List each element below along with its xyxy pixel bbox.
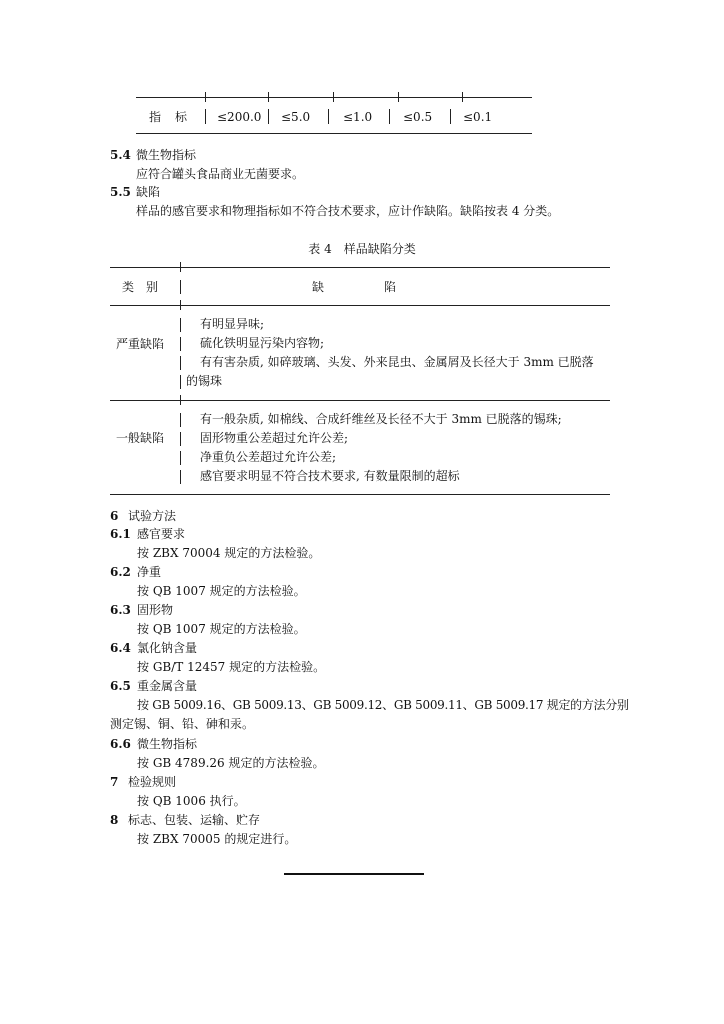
section-heading: 净重 <box>137 565 162 579</box>
defect-item-continuation: 的锡珠 <box>186 374 223 388</box>
section-body: 按 GB/T 12457 规定的方法检验。 <box>137 660 326 674</box>
section-number: 6.2 <box>110 565 131 579</box>
section-heading: 检验规则 <box>128 775 177 789</box>
table-header-rule <box>110 305 610 306</box>
section-heading: 氯化钠含量 <box>137 641 198 655</box>
cell-divider <box>328 109 329 124</box>
column-tick <box>180 300 181 310</box>
section-heading: 感官要求 <box>137 527 186 541</box>
section-number: 6 <box>110 509 119 523</box>
table-top-rule <box>110 267 610 268</box>
section-heading: 试验方法 <box>128 509 177 523</box>
section-body: 按 ZBX 70004 规定的方法检验。 <box>137 546 321 560</box>
section-body: 应符合罐头食品商业无菌要求。 <box>136 167 305 181</box>
cell-divider <box>180 356 181 370</box>
section-body: 样品的感官要求和物理指标如不符合技术要求，应计作缺陷。缺陷按表 4 分类。 <box>136 204 560 218</box>
section-number: 6.3 <box>110 603 131 617</box>
column-tick <box>398 92 399 102</box>
defect-item: 固形物重公差超过允许公差; <box>200 431 349 445</box>
section-number: 6.1 <box>110 527 131 541</box>
section-body: 按 QB 1007 规定的方法检验。 <box>137 584 306 598</box>
top-table-cell: ≤0.5 <box>403 110 433 124</box>
section-number: 6.6 <box>110 737 131 751</box>
section-body: 按 QB 1006 执行。 <box>137 794 246 808</box>
end-of-document-rule <box>284 873 424 875</box>
section-body: 按 ZBX 70005 的规定进行。 <box>137 832 297 846</box>
top-table-top-rule <box>136 97 532 98</box>
top-table-cell: ≤0.1 <box>463 110 493 124</box>
section-heading: 缺陷 <box>136 185 161 199</box>
section-heading: 重金属含量 <box>137 679 198 693</box>
defect-item: 有一般杂质, 如棉线、合成纤维丝及长径不大于 3mm 已脱落的锡珠; <box>200 412 562 426</box>
section-body: 按 GB 4789.26 规定的方法检验。 <box>137 756 325 770</box>
section-number: 5.5 <box>110 185 131 199</box>
column-tick <box>268 92 269 102</box>
section-heading: 微生物指标 <box>136 148 197 162</box>
section-number: 8 <box>110 813 119 827</box>
defect-item: 感官要求明显不符合技术要求, 有数量限制的超标 <box>200 469 460 483</box>
cell-divider <box>389 109 390 124</box>
section-number: 7 <box>110 775 119 789</box>
defect-item: 有明显异味; <box>200 317 265 331</box>
cell-divider <box>180 337 181 351</box>
defect-category: 一般缺陷 <box>116 431 165 445</box>
column-tick <box>180 395 181 405</box>
column-tick <box>205 92 206 102</box>
table-row-rule <box>110 400 610 401</box>
top-table-label: 指 标 <box>149 110 189 124</box>
defect-category: 严重缺陷 <box>116 337 165 351</box>
cell-divider <box>205 109 206 124</box>
table-caption: 表 4 样品缺陷分类 <box>308 242 416 256</box>
cell-divider <box>180 318 181 332</box>
section-number: 6.5 <box>110 679 131 693</box>
top-table-cell: ≤200.0 <box>217 110 262 124</box>
cell-divider <box>450 109 451 124</box>
section-heading: 微生物指标 <box>137 737 198 751</box>
cell-divider <box>268 109 269 124</box>
table-bottom-rule <box>110 494 610 495</box>
section-body: 按 GB 5009.16、GB 5009.13、GB 5009.12、GB 5009.11、GB 5009.17 规定的方法分别 <box>137 698 629 712</box>
top-table-bottom-rule <box>136 133 532 134</box>
cell-divider <box>180 432 181 446</box>
cell-divider <box>180 451 181 465</box>
column-tick <box>462 92 463 102</box>
table-header-defect: 缺 陷 <box>312 280 397 294</box>
cell-divider <box>180 375 181 389</box>
section-number: 6.4 <box>110 641 131 655</box>
defect-item: 净重负公差超过允许公差; <box>200 450 337 464</box>
column-tick <box>333 92 334 102</box>
cell-divider <box>180 470 181 484</box>
section-number: 5.4 <box>110 148 131 162</box>
top-table-cell: ≤1.0 <box>343 110 373 124</box>
top-table-cell: ≤5.0 <box>281 110 311 124</box>
cell-divider <box>180 413 181 427</box>
table-header-category: 类 别 <box>122 280 159 294</box>
cell-divider <box>180 280 181 294</box>
section-body-continuation: 测定锡、铜、铅、砷和汞。 <box>110 717 255 731</box>
section-body: 按 QB 1007 规定的方法检验。 <box>137 622 306 636</box>
defect-item: 有有害杂质, 如碎玻璃、头发、外来昆虫、金属屑及长径大于 3mm 已脱落 <box>200 355 594 369</box>
defect-item: 硫化铁明显污染内容物; <box>200 336 325 350</box>
section-heading: 固形物 <box>137 603 174 617</box>
column-tick <box>180 262 181 272</box>
section-heading: 标志、包装、运输、贮存 <box>128 813 261 827</box>
